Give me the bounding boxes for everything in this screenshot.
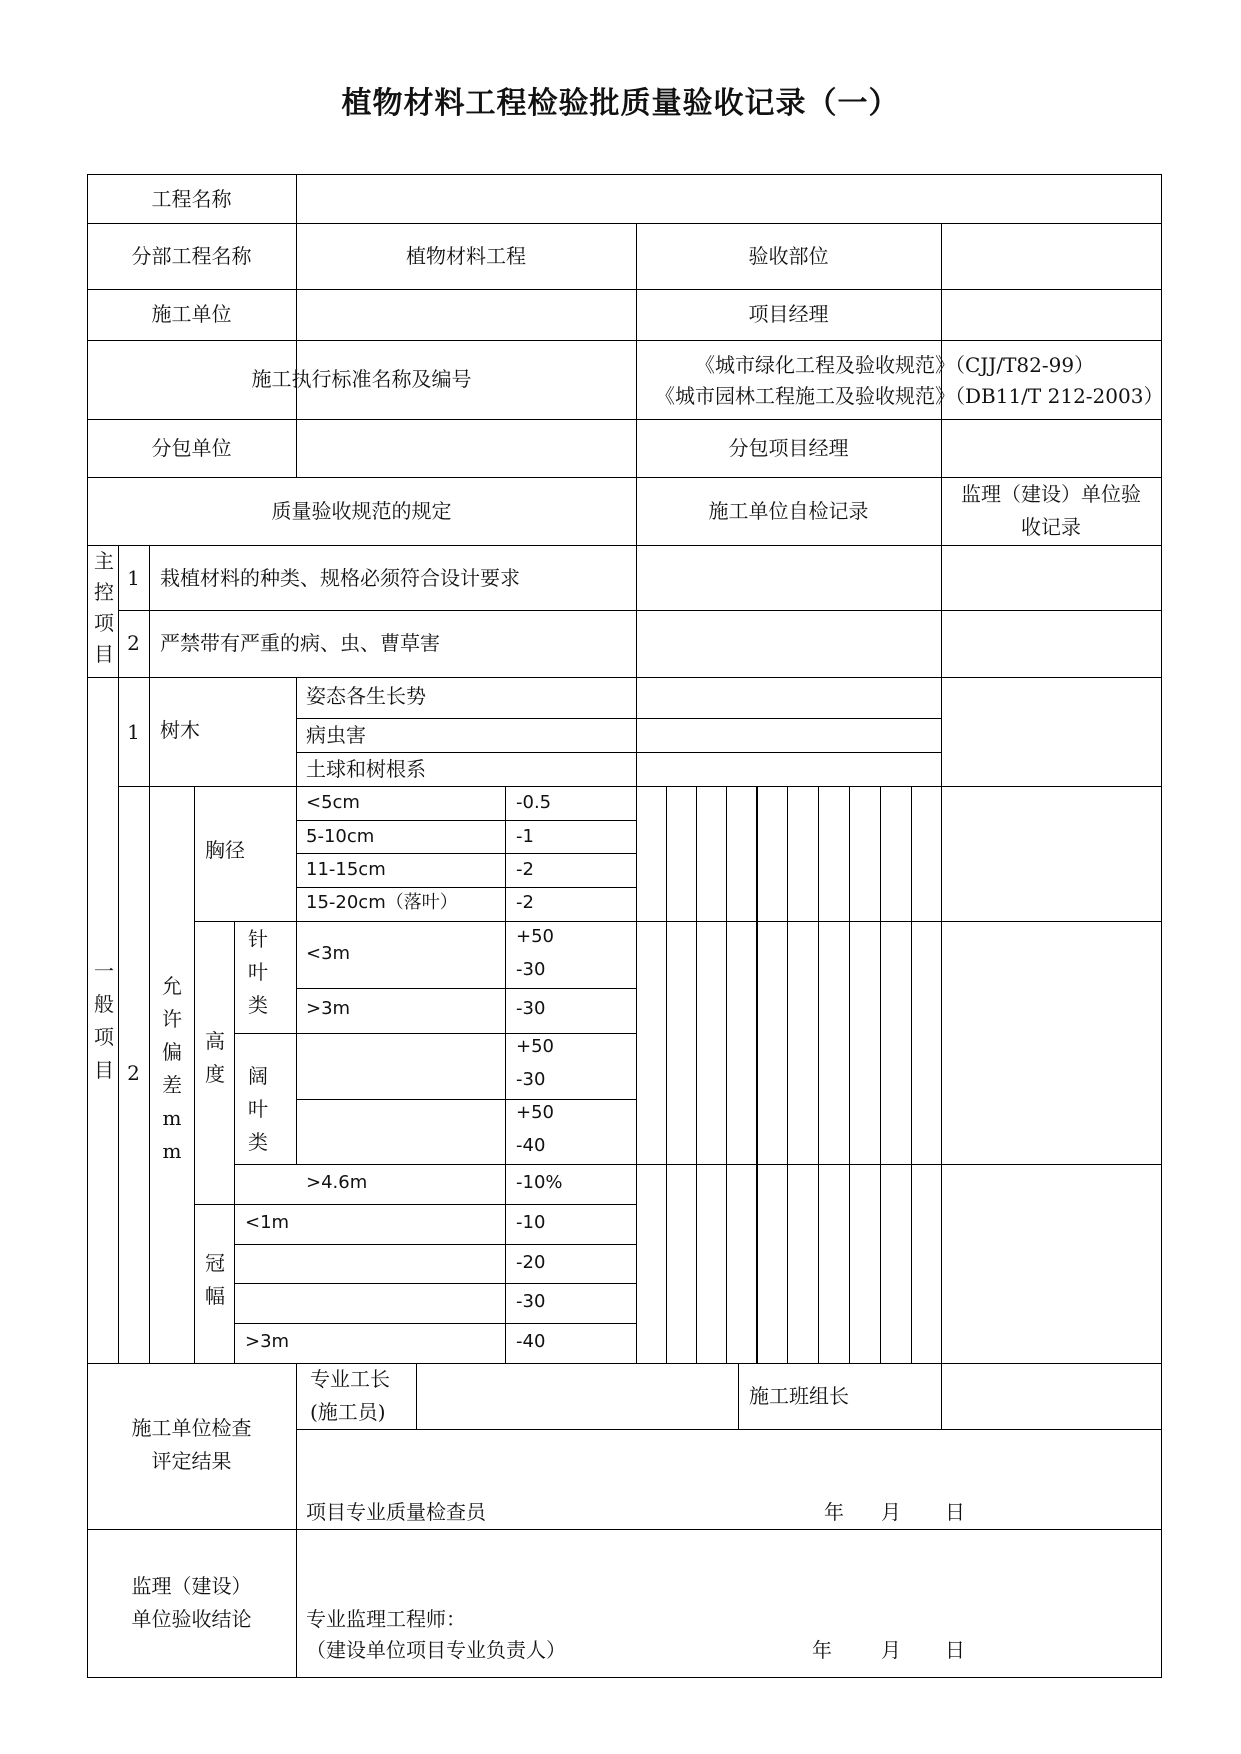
- trees-sub-item: 病虫害: [306, 723, 366, 747]
- project-name-label: 工程名称: [151, 187, 232, 211]
- grid-line: [296, 921, 297, 1165]
- grid-line: [941, 223, 942, 477]
- grid-line: [416, 1363, 417, 1429]
- grid-line: [87, 1529, 1161, 1530]
- grid-line: [118, 545, 119, 1364]
- date-day: 日: [945, 1500, 965, 1524]
- dbh-label: 胸径: [205, 838, 245, 862]
- standard-2: 《城市园林工程施工及验收规范》（DB11/T 212-2003）: [655, 384, 1164, 408]
- standard-1: 《城市绿化工程及验收规范》（CJJ/T82-99）: [695, 353, 1095, 377]
- crown-tolerance: -40: [516, 1331, 546, 1352]
- grid-line: [296, 174, 297, 477]
- general-items-label: 一般项目: [94, 959, 114, 1082]
- main-item-no: 2: [127, 631, 140, 655]
- grid-line: [87, 223, 1161, 224]
- trees-sub-item: 姿态各生长势: [306, 684, 426, 708]
- grid-line: [296, 718, 941, 719]
- grid-line: [87, 1363, 1161, 1364]
- grid-line: [194, 921, 1161, 922]
- conifer-lt3-tolerance: -30: [516, 959, 546, 980]
- supervisor-check-label-line2: 单位验收结论: [131, 1607, 252, 1631]
- crown-tolerance: -30: [516, 1291, 546, 1312]
- contractor-check-label-line2: 评定结果: [151, 1449, 232, 1473]
- dbh-spec: 15-20cm（落叶）: [306, 892, 458, 913]
- contractor-check-label: 施工单位检查: [131, 1416, 252, 1440]
- dbh-tolerance: -2: [516, 859, 534, 880]
- spec-column-header: 质量验收规范的规定: [271, 499, 452, 523]
- grid-line: [118, 610, 1161, 611]
- division-value: 植物材料工程: [406, 244, 526, 268]
- foreman-label: 专业工长: [310, 1367, 390, 1391]
- grid-line: [234, 1033, 637, 1034]
- grid-line: [234, 1283, 637, 1284]
- grid-line: [87, 174, 1161, 175]
- date-year: 年: [812, 1638, 832, 1662]
- conifer-lt3-spec: <3m: [306, 943, 351, 964]
- dbh-spec: 11-15cm: [306, 859, 386, 880]
- trees-item-no: 1: [127, 720, 140, 744]
- broadleaf-tolerance: -40: [516, 1135, 546, 1156]
- grid-line: [194, 786, 195, 1364]
- grid-line: [234, 921, 235, 1364]
- deviation-label: 允许偏差mm: [162, 974, 182, 1163]
- trees-sub-item: 土球和树根系: [306, 757, 426, 781]
- dbh-spec: 5-10cm: [306, 826, 375, 847]
- grid-line: [87, 477, 1161, 478]
- grid-line: [296, 677, 297, 787]
- grid-line: [296, 820, 637, 821]
- date-day: 日: [945, 1638, 965, 1662]
- broadleaf-tolerance: -30: [516, 1069, 546, 1090]
- dbh-tolerance: -0.5: [516, 792, 552, 813]
- dbh-tolerance: -2: [516, 892, 534, 913]
- height-label: 高度: [205, 1029, 225, 1086]
- team-leader-label: 施工班组长: [749, 1384, 849, 1408]
- quality-inspector-label: 项目专业质量检查员: [306, 1500, 486, 1524]
- conifer-gt3-tolerance: -30: [516, 998, 546, 1019]
- document-title: 植物材料工程检验批质量验收记录（一）: [341, 86, 900, 121]
- grid-line: [234, 1164, 1161, 1165]
- grid-line: [941, 1363, 942, 1429]
- grid-line: [87, 419, 1161, 420]
- dbh-tolerance: -1: [516, 826, 534, 847]
- crown-label: 冠幅: [205, 1251, 225, 1308]
- broadleaf-gt46-spec: >4.6m: [306, 1172, 368, 1193]
- subcontractor-label: 分包单位: [151, 436, 232, 460]
- standard-label: 施工执行标准名称及编号: [251, 367, 472, 391]
- grid-line: [880, 786, 881, 1364]
- grid-line: [296, 988, 637, 989]
- date-month: 月: [881, 1500, 901, 1524]
- grid-line: [234, 1323, 637, 1324]
- contractor-label: 施工单位: [151, 302, 232, 326]
- crown-tolerance: -10: [516, 1212, 546, 1233]
- broadleaf-gt46-tolerance: -10%: [516, 1172, 563, 1193]
- self-check-column-header: 施工单位自检记录: [708, 499, 869, 523]
- grid-line: [296, 1099, 637, 1100]
- grid-line: [234, 1244, 637, 1245]
- owner-representative-label: （建设单位项目专业负责人）: [306, 1638, 566, 1662]
- conifer-label: 针叶类: [248, 927, 268, 1017]
- grid-line: [818, 786, 819, 1364]
- grid-line: [911, 786, 912, 1364]
- foreman-label-line2: (施工员): [310, 1400, 386, 1424]
- date-year: 年: [824, 1500, 844, 1524]
- grid-line: [296, 1363, 297, 1678]
- supervising-engineer-label: 专业监理工程师：: [306, 1607, 466, 1631]
- main-item-text: 栽植材料的种类、规格必须符合设计要求: [160, 566, 520, 590]
- supervisor-column-header-line2: 收记录: [1021, 515, 1081, 539]
- main-control-label: 主控项目: [94, 549, 114, 666]
- grid-line: [787, 786, 788, 1364]
- date-month: 月: [881, 1638, 901, 1662]
- supervisor-check-label: 监理（建设）: [131, 1574, 252, 1598]
- sub-manager-label: 分包项目经理: [728, 436, 849, 460]
- supervisor-column-header: 监理（建设）单位验: [961, 482, 1141, 506]
- grid-line: [696, 786, 697, 1364]
- inspection-location-label: 验收部位: [748, 244, 829, 268]
- grid-line: [636, 477, 637, 1364]
- grid-line: [738, 1363, 739, 1429]
- grid-line: [87, 677, 1161, 678]
- crown-spec: <1m: [245, 1212, 290, 1233]
- grid-line: [849, 786, 850, 1364]
- grid-line: [296, 853, 637, 854]
- trees-label: 树木: [160, 718, 200, 742]
- grid-line: [149, 545, 150, 1364]
- grid-line: [505, 786, 506, 1364]
- conifer-lt3-tolerance: +50: [516, 926, 554, 947]
- broadleaf-label: 阔叶类: [248, 1064, 268, 1154]
- deviation-item-no: 2: [127, 1061, 140, 1085]
- project-manager-label: 项目经理: [748, 302, 829, 326]
- conifer-gt3-spec: >3m: [306, 998, 351, 1019]
- grid-line: [726, 786, 727, 1364]
- grid-line: [87, 289, 1161, 290]
- grid-line: [756, 786, 758, 1364]
- grid-line: [296, 786, 297, 921]
- dbh-spec: <5cm: [306, 792, 360, 813]
- broadleaf-tolerance: +50: [516, 1036, 554, 1057]
- grid-line: [296, 887, 637, 888]
- grid-line: [87, 1677, 1161, 1678]
- crown-spec: >3m: [245, 1331, 290, 1352]
- main-item-no: 1: [127, 566, 140, 590]
- grid-line: [296, 752, 941, 753]
- grid-line: [941, 786, 942, 1364]
- grid-line: [87, 545, 1161, 546]
- crown-tolerance: -20: [516, 1252, 546, 1273]
- grid-line: [194, 1204, 637, 1205]
- grid-line: [666, 786, 667, 1364]
- broadleaf-tolerance: +50: [516, 1102, 554, 1123]
- grid-line: [118, 786, 1161, 787]
- main-item-text: 严禁带有严重的病、虫、曹草害: [160, 631, 440, 655]
- grid-line: [87, 340, 1161, 341]
- grid-line: [296, 1429, 1161, 1430]
- division-label: 分部工程名称: [131, 244, 252, 268]
